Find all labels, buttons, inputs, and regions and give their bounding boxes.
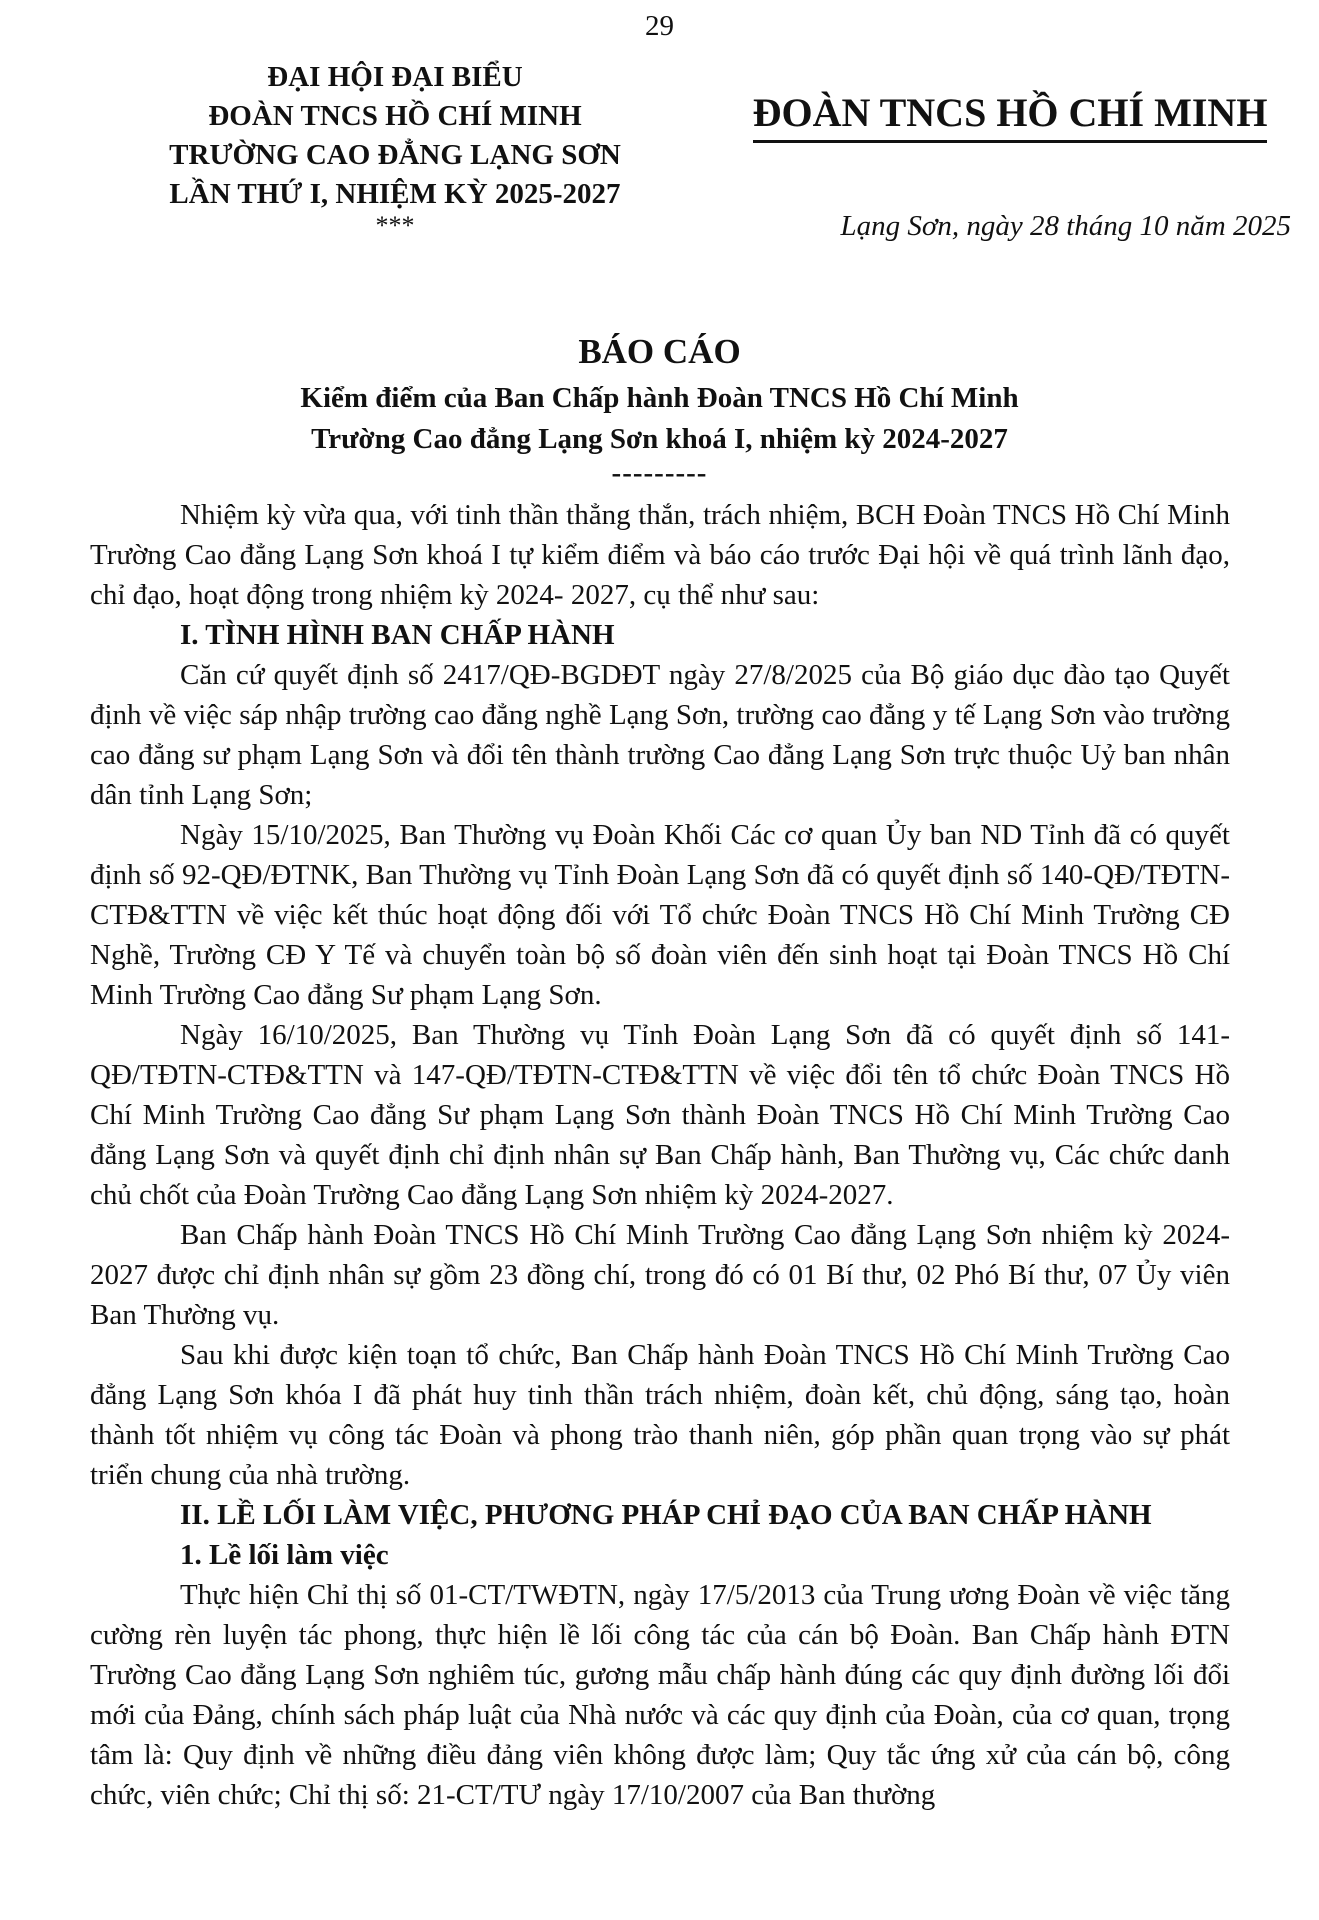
congress-header-line-1: ĐẠI HỘI ĐẠI BIỂU [267, 61, 523, 93]
header-stars: *** [375, 211, 415, 240]
report-title: BÁO CÁO [578, 332, 741, 371]
document-date: Lạng Sơn, ngày 28 tháng 10 năm 2025 [840, 210, 1291, 242]
section-2-1-paragraph-1: Thực hiện Chỉ thị số 01-CT/TWĐTN, ngày 17/5/2013 của Trung ương Đoàn về việc tăng cường rèn luyện tác phong, thực hiện lề lối công tác của cán bộ Đoàn. Ban Chấp hành ĐTN Trường Cao đẳng Lạng Sơn nghiêm túc, gương mẫu chấp hành đúng các quy định đường lối đổi mới của Đảng, chính sách pháp luật của Nhà nước và các quy định của Đoàn, của cơ quan, trọng tâm là: Quy định về những điều đảng viên không được làm; Quy tắc ứng xử của cán bộ, công chức, viên chức; Chỉ thị số: 21-CT/TƯ ngày 17/10/2007 của Ban thường [90, 1579, 1230, 1811]
section-1-paragraph-3: Ngày 16/10/2025, Ban Thường vụ Tỉnh Đoàn Lạng Sơn đã có quyết định số 141-QĐ/TĐTN-CTĐ&TTN và 147-QĐ/TĐTN-CTĐ&TTN về việc đổi tên tổ chức Đoàn TNCS Hồ Chí Minh Trường Cao đẳng Sư phạm Lạng Sơn thành Đoàn TNCS Hồ Chí Minh Trường Cao đẳng Lạng Sơn và quyết định chỉ định nhân sự Ban Chấp hành, Ban Thường vụ, Các chức danh chủ chốt của Đoàn Trường Cao đẳng Lạng Sơn nhiệm kỳ 2024-2027. [90, 1019, 1230, 1211]
section-2-heading: II. LỀ LỐI LÀM VIỆC, PHƯƠNG PHÁP CHỈ ĐẠO CỦA BAN CHẤP HÀNH [180, 1499, 1152, 1531]
section-1-heading: I. TÌNH HÌNH BAN CHẤP HÀNH [180, 619, 615, 651]
section-1-paragraph-2: Ngày 15/10/2025, Ban Thường vụ Đoàn Khối Các cơ quan Ủy ban ND Tỉnh đã có quyết định số 92-QĐ/ĐTNK, Ban Thường vụ Tỉnh Đoàn Lạng Sơn đã có quyết định số 140-QĐ/TĐTN-CTĐ&TTN về việc kết thúc hoạt động đối với Tổ chức Đoàn TNCS Hồ Chí Minh Trường CĐ Nghề, Trường CĐ Y Tế và chuyển toàn bộ số đoàn viên đến sinh hoạt tại Đoàn TNCS Hồ Chí Minh Trường Cao đẳng Sư phạm Lạng Sơn. [90, 819, 1230, 1011]
section-1-paragraph-4: Ban Chấp hành Đoàn TNCS Hồ Chí Minh Trường Cao đẳng Lạng Sơn nhiệm kỳ 2024-2027 được chỉ định nhân sự gồm 23 đồng chí, trong đó có 01 Bí thư, 02 Phó Bí thư, 07 Ủy viên Ban Thường vụ. [90, 1219, 1230, 1331]
report-subtitle-line-2: Trường Cao đẳng Lạng Sơn khoá I, nhiệm kỳ 2024-2027 [311, 423, 1008, 455]
organization-header [730, 88, 1290, 143]
section-1-paragraph-5: Sau khi được kiện toạn tổ chức, Ban Chấp hành Đoàn TNCS Hồ Chí Minh Trường Cao đẳng Lạng Sơn khóa I đã phát huy tinh thần trách nhiệm, đoàn kết, chủ động, sáng tạo, hoàn thành tốt nhiệm vụ công tác Đoàn và phong trào thanh niên, góp phần quan trọng vào sự phát triển chung của nhà trường. [90, 1339, 1230, 1491]
section-1-paragraph-1: Căn cứ quyết định số 2417/QĐ-BGDĐT ngày 27/8/2025 của Bộ giáo dục đào tạo Quyết định về việc sáp nhập trường cao đẳng nghề Lạng Sơn, trường cao đẳng y tế Lạng Sơn vào trường cao đẳng sư phạm Lạng Sơn và đổi tên thành trường Cao đẳng Lạng Sơn trực thuộc Uỷ ban nhân dân tỉnh Lạng Sơn; [90, 659, 1230, 811]
organization-title: ĐOÀN TNCS HỒ CHÍ MINH [753, 88, 1268, 143]
congress-header-line-2: ĐOÀN TNCS HỒ CHÍ MINH [208, 100, 582, 132]
title-divider: --------- [611, 457, 708, 489]
congress-header-line-4: LẦN THỨ I, NHIỆM KỲ 2025-2027 [169, 178, 621, 210]
congress-header-line-3: TRƯỜNG CAO ĐẲNG LẠNG SƠN [169, 139, 621, 171]
report-body [90, 495, 1230, 1815]
congress-header [120, 58, 670, 238]
intro-paragraph: Nhiệm kỳ vừa qua, với tinh thần thẳng thắn, trách nhiệm, BCH Đoàn TNCS Hồ Chí Minh Trường Cao đẳng Lạng Sơn khoá I tự kiểm điểm và báo cáo trước Đại hội về quá trình lãnh đạo, chỉ đạo, hoạt động trong nhiệm kỳ 2024- 2027, cụ thể như sau: [90, 499, 1230, 611]
section-2-1-heading: 1. Lề lối làm việc [180, 1539, 389, 1571]
page-number: 29 [645, 10, 674, 42]
report-subtitle [0, 378, 1319, 489]
report-subtitle-line-1: Kiểm điểm của Ban Chấp hành Đoàn TNCS Hồ Chí Minh [300, 382, 1019, 414]
